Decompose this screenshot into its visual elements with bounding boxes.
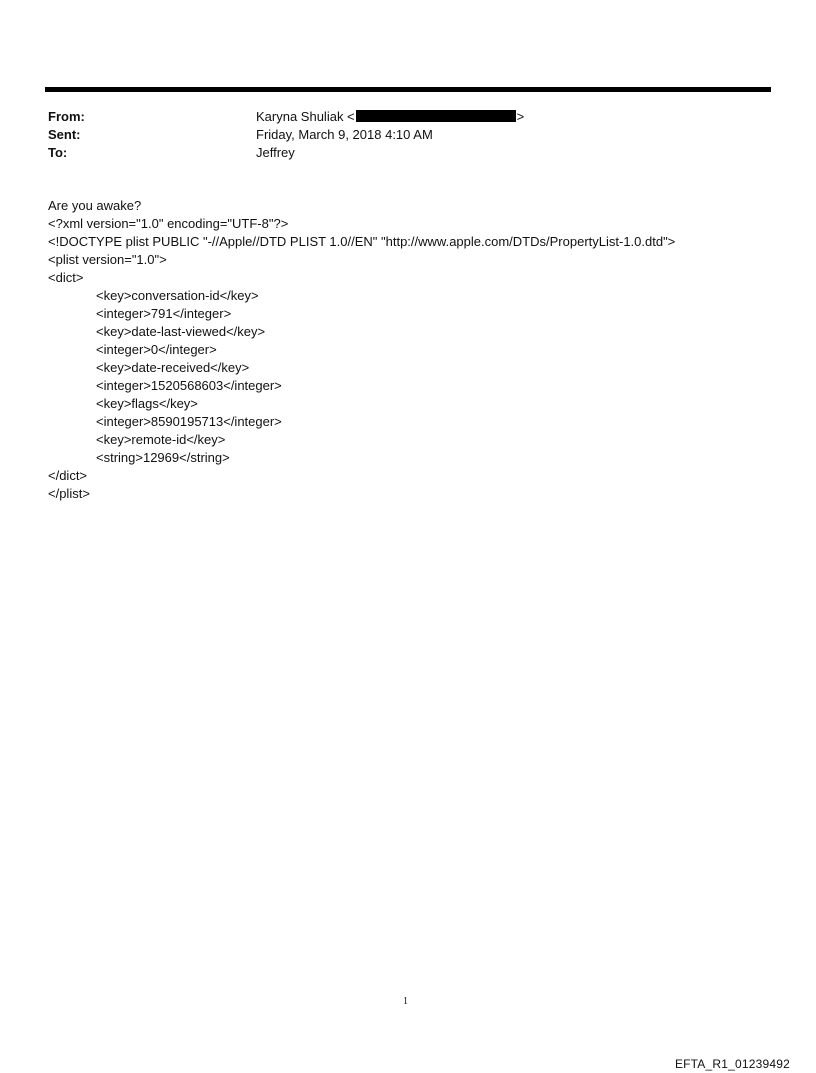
email-body [48, 197, 788, 503]
body-line: </plist> [48, 486, 90, 501]
to-value: Jeffrey [256, 145, 295, 160]
page-number: 1 [403, 996, 408, 1007]
body-line: <integer>791</integer> [96, 306, 232, 321]
body-line: <key>remote-id</key> [96, 432, 226, 447]
body-line: <plist version="1.0"> [48, 252, 167, 267]
redaction-block [356, 110, 516, 122]
sender-close-bracket: > [516, 109, 525, 124]
body-line: <dict> [48, 270, 84, 285]
body-line: <integer>8590195713</integer> [96, 414, 282, 429]
body-line: <!DOCTYPE plist PUBLIC "-//Apple//DTD PLIST 1.0//EN" "http://www.apple.com/DTDs/PropertyList-1.0.dtd"> [48, 234, 676, 249]
body-line: <?xml version="1.0" encoding="UTF-8"?> [48, 216, 289, 231]
from-label: From: [48, 109, 85, 124]
body-line: <integer>0</integer> [96, 342, 217, 357]
document-id: EFTA_R1_01239492 [674, 1057, 790, 1071]
body-line: <key>date-received</key> [96, 360, 250, 375]
email-header [48, 108, 748, 162]
header-divider [45, 87, 771, 92]
to-row [48, 144, 748, 162]
body-line: <key>conversation-id</key> [96, 288, 259, 303]
to-label: To: [48, 145, 68, 160]
sent-label: Sent: [48, 127, 81, 142]
body-line: <integer>1520568603</integer> [96, 378, 282, 393]
body-line: <key>date-last-viewed</key> [96, 324, 266, 339]
from-row [48, 108, 748, 126]
sent-value: Friday, March 9, 2018 4:10 AM [256, 127, 433, 142]
from-value [256, 108, 524, 126]
sender-name: Karyna Shuliak < [256, 109, 355, 124]
body-line: <string>12969</string> [96, 450, 230, 465]
sent-row [48, 126, 748, 144]
body-line: <key>flags</key> [96, 396, 198, 411]
body-line: </dict> [48, 468, 88, 483]
body-line: Are you awake? [48, 198, 142, 213]
